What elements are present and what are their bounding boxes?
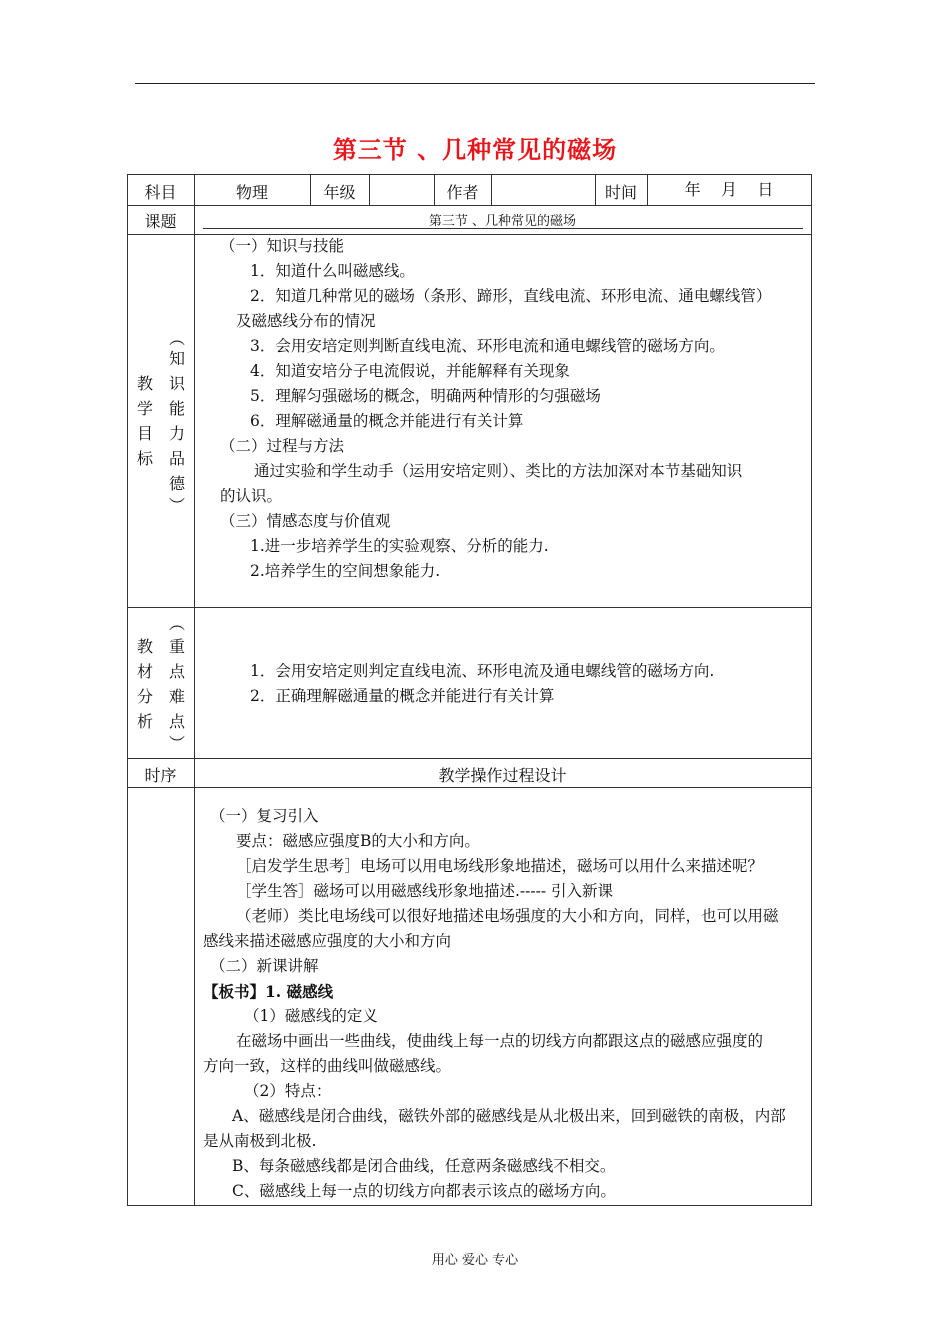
analysis-label-char: 析 bbox=[136, 712, 153, 731]
goals-line: 4．知道安培分子电流假说，并能解释有关现象 bbox=[250, 362, 570, 380]
goals-line: 1.进一步培养学生的实验观察、分析的能力. bbox=[250, 537, 549, 555]
page-footer: 用心 爱心 专心 bbox=[431, 1253, 519, 1268]
goals-sublabel-char: 能 bbox=[168, 399, 185, 418]
analysis-label-char: 材 bbox=[136, 662, 153, 681]
goals-line: 通过实验和学生动手（运用安培定则）、类比的方法加深对本节基础知识 bbox=[254, 462, 743, 480]
topic-value: 第三节 、几种常见的磁场 bbox=[428, 214, 577, 229]
analysis-sublabel-char: ︶ bbox=[168, 734, 185, 753]
process-line: B、每条磁感线都是闭合曲线，任意两条磁感线不相交。 bbox=[232, 1157, 616, 1175]
goals-sublabel-char: 品 bbox=[168, 449, 185, 468]
process-design-label: 教学操作过程设计 bbox=[438, 766, 567, 785]
time-label: 时间 bbox=[604, 183, 637, 202]
process-line: ［启发学生思考］电场可以用电场线形象地描述，磁场可以用什么来描述呢？ bbox=[236, 857, 764, 875]
goals-line: 6．理解磁通量的概念并能进行有关计算 bbox=[250, 412, 524, 430]
goals-sublabel-char: 德 bbox=[168, 474, 185, 493]
goals-sublabel-char: 力 bbox=[168, 424, 185, 443]
analysis-sublabel-char: ︵ bbox=[168, 614, 185, 633]
goals-line: （二）过程与方法 bbox=[220, 437, 345, 455]
analysis-sublabel-char: 重 bbox=[168, 637, 185, 656]
process-line: （2）特点： bbox=[244, 1082, 332, 1100]
process-line: ［学生答］磁场可以用磁感线形象地描述.----- 引入新课 bbox=[236, 882, 614, 900]
header-rule bbox=[135, 83, 815, 84]
goals-line: （三）情感态度与价值观 bbox=[220, 512, 391, 530]
goals-label-char: 标 bbox=[136, 449, 153, 468]
analysis-line: 1．会用安培定则判定直线电流、环形电流及通电螺线管的磁场方向. bbox=[250, 662, 715, 680]
process-line: （二）新课讲解 bbox=[210, 957, 319, 975]
analysis-line: 2．正确理解磁通量的概念并能进行有关计算 bbox=[250, 687, 555, 705]
goals-sublabel-char: 识 bbox=[168, 374, 185, 393]
grade-label: 年级 bbox=[323, 183, 356, 202]
analysis-label-char: 分 bbox=[136, 687, 153, 706]
process-line: （1）磁感线的定义 bbox=[244, 1007, 378, 1025]
time-value: 年 月 日 bbox=[684, 180, 774, 199]
process-line: 感线来描述磁感应强度的大小和方向 bbox=[203, 932, 452, 950]
goals-line: 3．会用安培定则判断直线电流、环形电流和通电螺线管的磁场方向。 bbox=[250, 337, 725, 355]
subject-value: 物理 bbox=[235, 183, 268, 202]
goals-line: 2.培养学生的空间想象能力. bbox=[250, 562, 441, 580]
goals-line: 5．理解匀强磁场的概念，明确两种情形的匀强磁场 bbox=[250, 387, 601, 405]
analysis-sublabel-char: 点 bbox=[168, 712, 185, 731]
process-line: C、磁感线上每一点的切线方向都表示该点的磁场方向。 bbox=[232, 1182, 616, 1200]
analysis-sublabel-char: 点 bbox=[168, 662, 185, 681]
goals-sublabel-char: ︶ bbox=[168, 496, 185, 515]
goals-line: 2．知道几种常见的磁场（条形、蹄形，直线电流、环形电流、通电螺线管） bbox=[250, 287, 772, 305]
goals-sublabel-char: 知 bbox=[168, 349, 185, 368]
goals-label-char: 学 bbox=[136, 399, 153, 418]
goals-line: 及磁感线分布的情况 bbox=[236, 312, 376, 330]
process-line: 方向一致，这样的曲线叫做磁感线。 bbox=[203, 1057, 452, 1075]
topic-label: 课题 bbox=[144, 212, 177, 231]
process-line: （一）复习引入 bbox=[210, 807, 319, 825]
process-line: （老师）类比电场线可以很好地描述电场强度的大小和方向，同样，也可以用磁 bbox=[236, 907, 779, 925]
goals-line: 的认识。 bbox=[220, 487, 283, 505]
document-title: 第三节 、几种常见的磁场 bbox=[332, 135, 618, 164]
process-line: 【板书】1. 磁感线 bbox=[203, 982, 334, 1001]
process-line: A、磁感线是闭合曲线，磁铁外部的磁感线是从北极出来，回到磁铁的南极，内部 bbox=[232, 1107, 786, 1125]
goals-label-char: 教 bbox=[136, 374, 153, 393]
sequence-label: 时序 bbox=[144, 766, 177, 785]
goals-line: 1．知道什么叫磁感线。 bbox=[250, 262, 415, 280]
process-line: 是从南极到北极. bbox=[203, 1132, 317, 1150]
author-label: 作者 bbox=[446, 183, 479, 202]
goals-line: （一）知识与技能 bbox=[220, 237, 345, 255]
goals-sublabel-char: ︵ bbox=[168, 329, 185, 348]
process-line: 在磁场中画出一些曲线，使曲线上每一点的切线方向都跟这点的磁感应强度的 bbox=[236, 1032, 764, 1050]
analysis-sublabel-char: 难 bbox=[168, 687, 185, 706]
goals-label-char: 目 bbox=[136, 424, 153, 443]
analysis-label-char: 教 bbox=[136, 637, 153, 656]
subject-label: 科目 bbox=[144, 183, 177, 202]
process-line: 要点：磁感应强度B的大小和方向。 bbox=[236, 832, 480, 850]
